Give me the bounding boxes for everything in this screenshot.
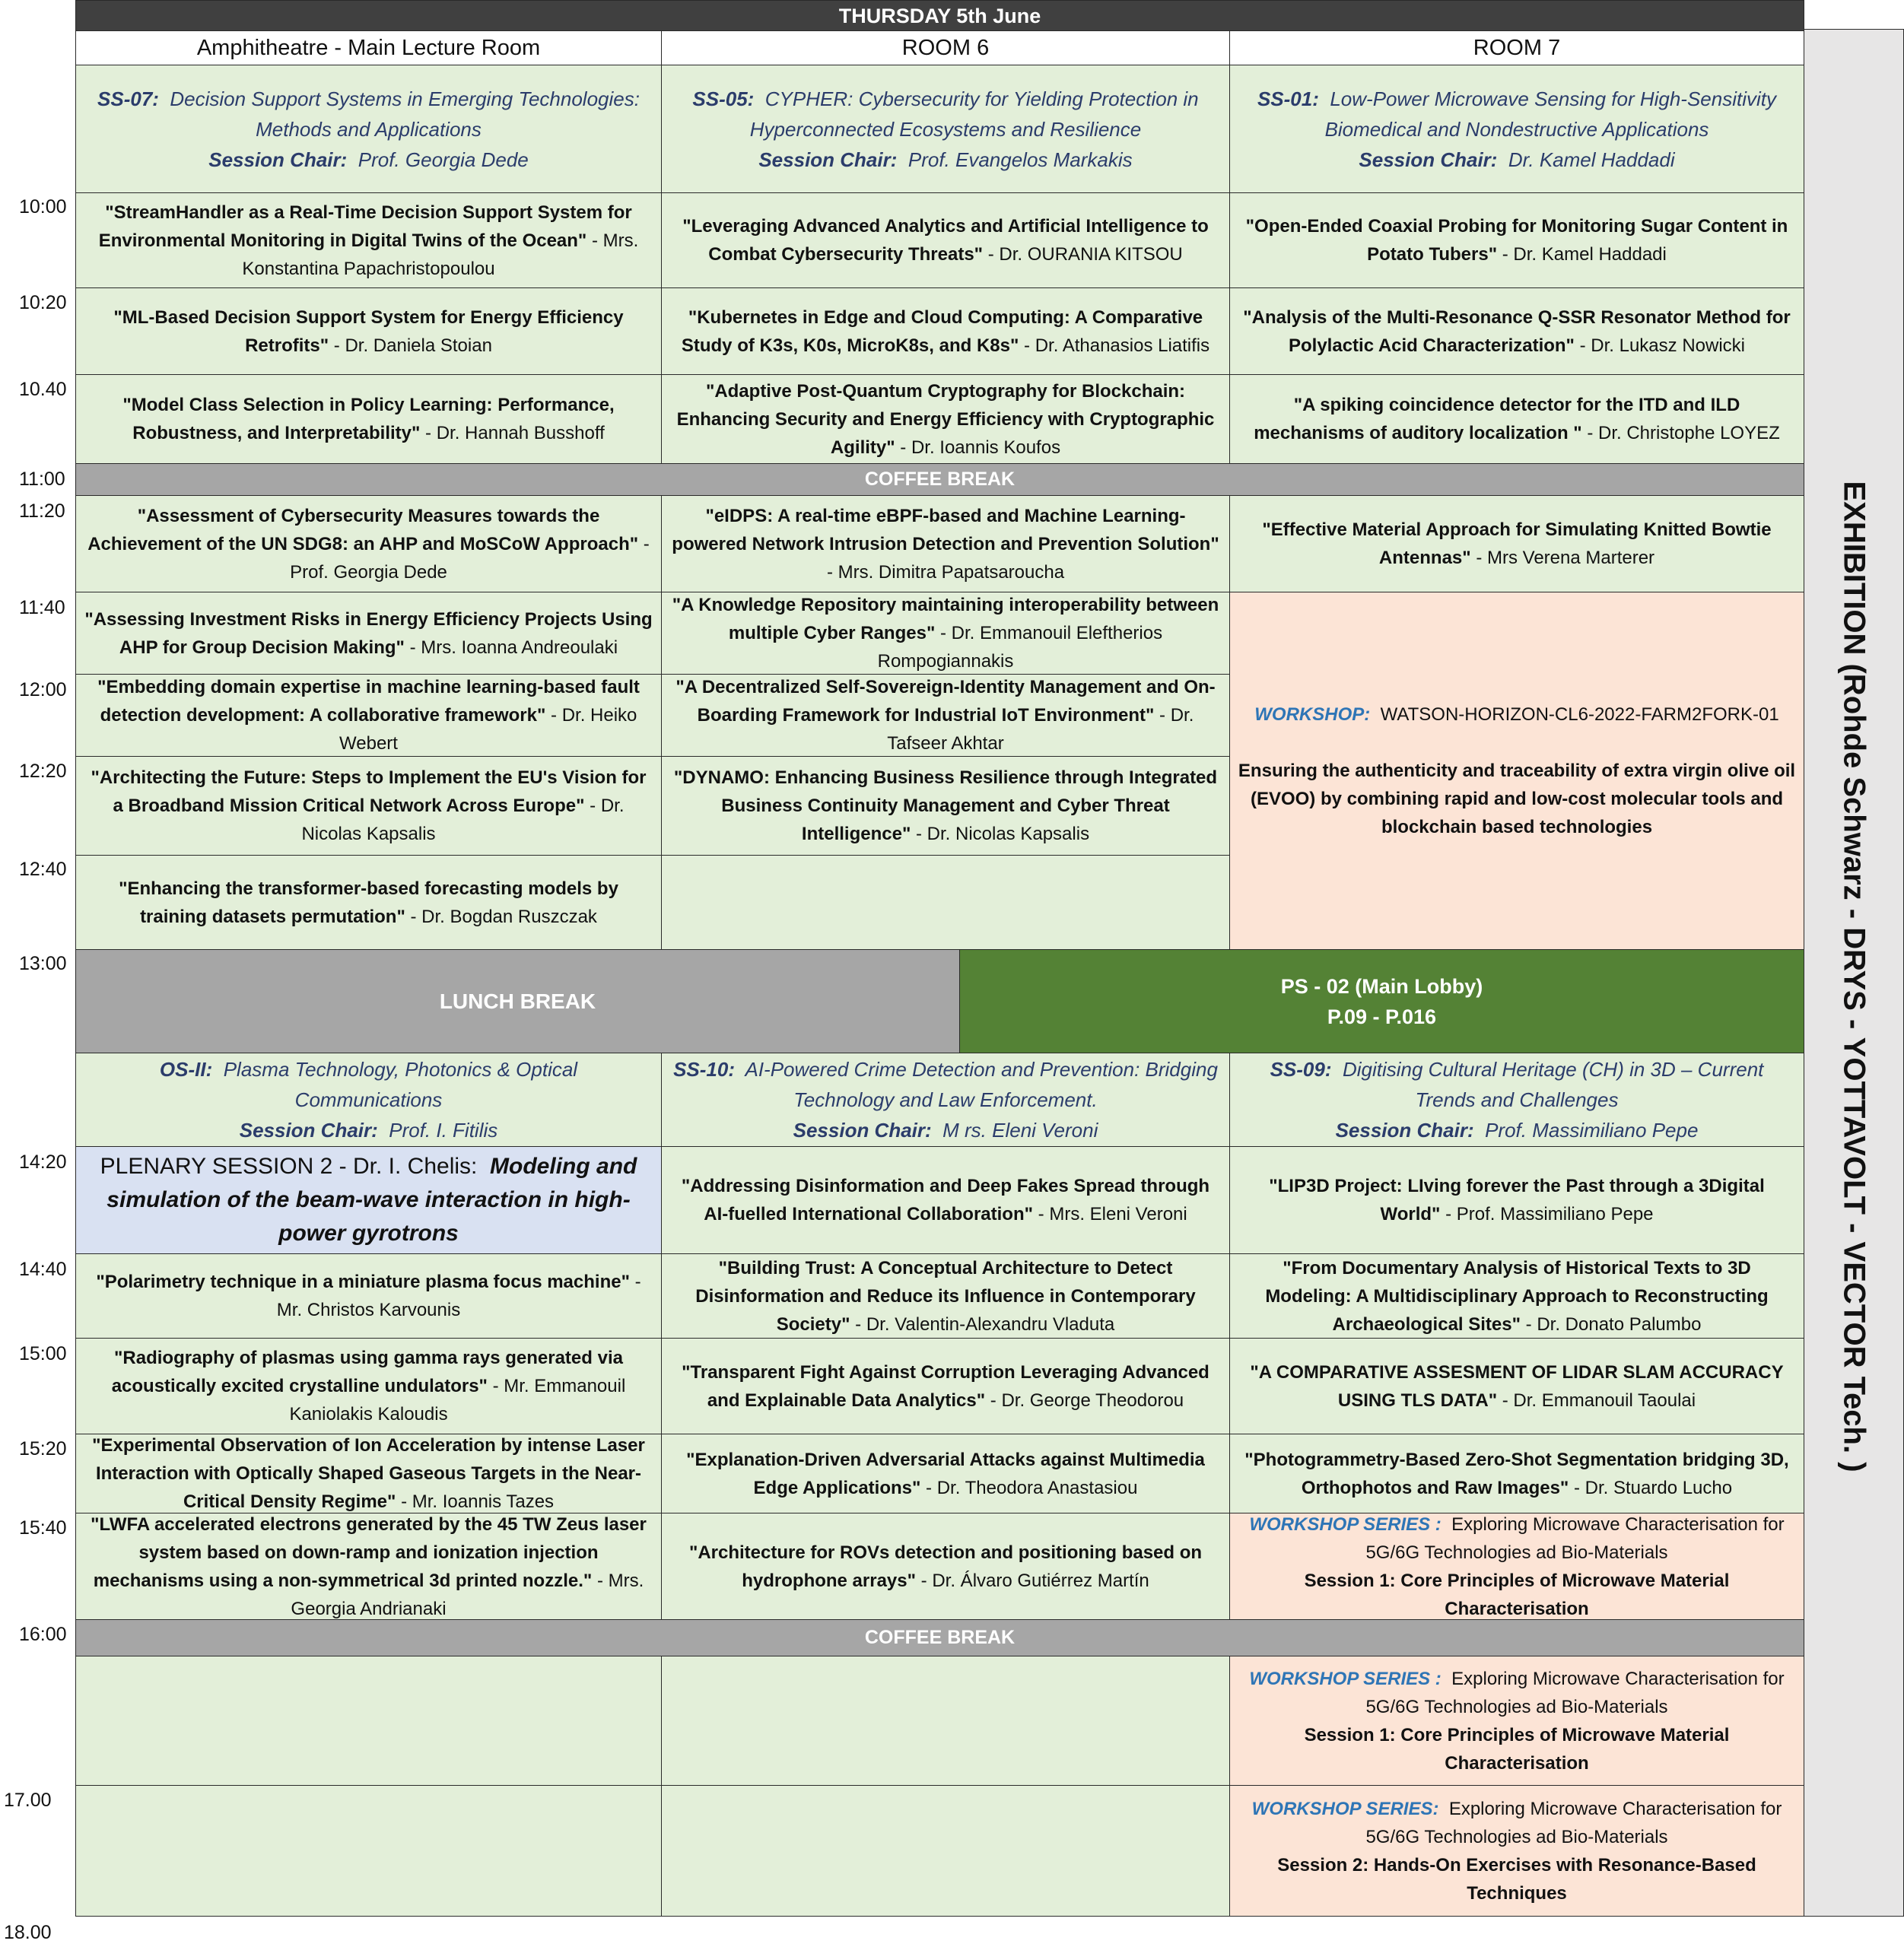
- paper-slot: "Enhancing the transformer-based forecasting models by training datasets permutation" - Dr. Bogdan Ruszczak: [75, 855, 662, 950]
- time-label: 15:20: [19, 1438, 67, 1459]
- plenary-session: PLENARY SESSION 2 - Dr. I. Chelis: Modeling and simulation of the beam-wave interaction in high-power gyrotrons: [75, 1146, 662, 1254]
- paper-slot: "Experimental Observation of Ion Acceleration by intense Laser Interaction with Optically Shaped Gaseous Targets in the Near-Critical Density Regime" - Mr. Ioannis Tazes: [75, 1434, 662, 1513]
- time-label: 14:40: [19, 1259, 67, 1280]
- paper-slot: "eIDPS: A real-time eBPF-based and Machine Learning-powered Network Intrusion Detection and Prevention Solution" - Mrs. Dimitra Papatsaroucha: [661, 495, 1230, 592]
- session-header: SS-10: AI-Powered Crime Detection and Prevention: Bridging Technology and Law Enforcement. Session Chair: M rs. Eleni Veroni: [661, 1053, 1230, 1147]
- empty-slot: [661, 855, 1230, 950]
- time-label: 14:20: [19, 1151, 67, 1173]
- time-label: 12:20: [19, 761, 67, 782]
- paper-slot: "ML-Based Decision Support System for Energy Efficiency Retrofits" - Dr. Daniela Stoian: [75, 287, 662, 375]
- paper-slot: "A spiking coincidence detector for the ITD and ILD mechanisms of auditory localization " - Dr. Christophe LOYEZ: [1229, 374, 1804, 464]
- paper-slot: "Addressing Disinformation and Deep Fakes Spread through AI-fuelled International Collaboration" - Mrs. Eleni Veroni: [661, 1146, 1230, 1254]
- room-header-amphitheatre: Amphitheatre - Main Lecture Room: [75, 30, 662, 65]
- paper-slot: "Open-Ended Coaxial Probing for Monitoring Sugar Content in Potato Tubers" - Dr. Kamel Haddadi: [1229, 192, 1804, 288]
- paper-slot: "A Decentralized Self-Sovereign-Identity Management and On-Boarding Framework for Industrial IoT Environment" - Dr. Tafseer Akhtar: [661, 674, 1230, 757]
- time-label: 17.00: [4, 1790, 52, 1811]
- paper-slot: "StreamHandler as a Real-Time Decision Support System for Environmental Monitoring in Digital Twins of the Ocean" - Mrs. Konstantina Papachristopoulou: [75, 192, 662, 288]
- room-header-room6: ROOM 6: [661, 30, 1230, 65]
- paper-slot: "From Documentary Analysis of Historical Texts to 3D Modeling: A Multidisciplinary Approach to Reconstructing Archaeological Sites" - Dr. Donato Palumbo: [1229, 1253, 1804, 1339]
- empty-slot: [661, 1656, 1230, 1786]
- time-label: 16:00: [19, 1624, 67, 1645]
- room-header-room7: ROOM 7: [1229, 30, 1804, 65]
- paper-slot: "Embedding domain expertise in machine learning-based fault detection development: A collaborative framework" - Dr. Heiko Webert: [75, 674, 662, 757]
- paper-slot: "Radiography of plasmas using gamma rays generated via acoustically excited crystalline undulators" - Mr. Emmanouil Kaniolakis Kaloudis: [75, 1338, 662, 1434]
- time-label: 12:00: [19, 679, 67, 700]
- workshop-series-slot: WORKSHOP SERIES : Exploring Microwave Characterisation for 5G/6G Technologies ad Bio-Materials Session 1: Core Principles of Microwave Material Characterisation: [1229, 1656, 1804, 1786]
- session-header: OS-II: Plasma Technology, Photonics & Optical Communications Session Chair: Prof. I. Fitilis: [75, 1053, 662, 1147]
- exhibition-label: EXHIBITION (Rohde Schwarz - DRYS - YOTTAVOLT - VECTOR Tech. ): [1837, 481, 1871, 1472]
- time-label: 10:20: [19, 292, 67, 313]
- paper-slot: "Assessing Investment Risks in Energy Efficiency Projects Using AHP for Group Decision Making" - Mrs. Ioanna Andreoulaki: [75, 592, 662, 675]
- time-label: 12:40: [19, 859, 67, 880]
- workshop-series-slot: WORKSHOP SERIES : Exploring Microwave Characterisation for 5G/6G Technologies ad Bio-Materials Session 1: Core Principles of Microwave Material Characterisation: [1229, 1513, 1804, 1620]
- time-label: 18.00: [4, 1922, 52, 1943]
- empty-slot: [75, 1785, 662, 1917]
- empty-slot: [661, 1785, 1230, 1917]
- poster-session: PS - 02 (Main Lobby) P.09 - P.016: [959, 949, 1804, 1053]
- session-header: SS-07: Decision Support Systems in Emerging Technologies: Methods and Applications Session Chair: Prof. Georgia Dede: [75, 65, 662, 193]
- coffee-break: COFFEE BREAK: [75, 1619, 1804, 1656]
- coffee-break: COFFEE BREAK: [75, 463, 1804, 496]
- day-title: THURSDAY 5th June: [75, 0, 1804, 32]
- paper-slot: "Polarimetry technique in a miniature plasma focus machine" - Mr. Christos Karvounis: [75, 1253, 662, 1339]
- paper-slot: "Explanation-Driven Adversarial Attacks against Multimedia Edge Applications" - Dr. Theodora Anastasiou: [661, 1434, 1230, 1513]
- paper-slot: "Kubernetes in Edge and Cloud Computing: A Comparative Study of K3s, K0s, MicroK8s, and K8s" - Dr. Athanasios Liatifis: [661, 287, 1230, 375]
- time-label: 11:20: [19, 500, 65, 522]
- paper-slot: "Transparent Fight Against Corruption Leveraging Advanced and Explainable Data Analytics" - Dr. George Theodorou: [661, 1338, 1230, 1434]
- lunch-break: LUNCH BREAK: [75, 949, 960, 1053]
- empty-slot: [75, 1656, 662, 1786]
- time-label: 13:00: [19, 953, 67, 974]
- paper-slot: "DYNAMO: Enhancing Business Resilience through Integrated Business Continuity Management and Cyber Threat Intelligence" - Dr. Nicolas Kapsalis: [661, 756, 1230, 856]
- paper-slot: "Architecting the Future: Steps to Implement the EU's Vision for a Broadband Mission Critical Network Across Europe" - Dr. Nicolas Kapsalis: [75, 756, 662, 856]
- time-label: 11:00: [19, 468, 65, 490]
- time-label: 10.40: [19, 379, 67, 400]
- paper-slot: "A COMPARATIVE ASSESMENT OF LIDAR SLAM ACCURACY USING TLS DATA" - Dr. Emmanouil Taoulai: [1229, 1338, 1804, 1434]
- paper-slot: "Assessment of Cybersecurity Measures towards the Achievement of the UN SDG8: an AHP and MoSCoW Approach" - Prof. Georgia Dede: [75, 495, 662, 592]
- paper-slot: "Architecture for ROVs detection and positioning based on hydrophone arrays" - Dr. Álvaro Gutiérrez Martín: [661, 1513, 1230, 1620]
- session-header: SS-09: Digitising Cultural Heritage (CH) in 3D – Current Trends and Challenges Session Chair: Prof. Massimiliano Pepe: [1229, 1053, 1804, 1147]
- time-label: 15:00: [19, 1343, 67, 1364]
- paper-slot: "Analysis of the Multi-Resonance Q-SSR Resonator Method for Polylactic Acid Characterization" - Dr. Lukasz Nowicki: [1229, 287, 1804, 375]
- paper-slot: "LIP3D Project: LIving forever the Past through a 3Digital World" - Prof. Massimiliano Pepe: [1229, 1146, 1804, 1254]
- session-header: SS-05: CYPHER: Cybersecurity for Yielding Protection in Hyperconnected Ecosystems and Resilience Session Chair: Prof. Evangelos Markakis: [661, 65, 1230, 193]
- workshop-series-slot: WORKSHOP SERIES: Exploring Microwave Characterisation for 5G/6G Technologies ad Bio-Materials Session 2: Hands-On Exercises with Resonance-Based Techniques: [1229, 1785, 1804, 1917]
- paper-slot: "Building Trust: A Conceptual Architecture to Detect Disinformation and Reduce its Influence in Contemporary Society" - Dr. Valentin-Alexandru Vladuta: [661, 1253, 1230, 1339]
- session-header: SS-01: Low-Power Microwave Sensing for High-Sensitivity Biomedical and Nondestructive Applications Session Chair: Dr. Kamel Haddadi: [1229, 65, 1804, 193]
- paper-slot: "Adaptive Post-Quantum Cryptography for Blockchain: Enhancing Security and Energy Efficiency with Cryptographic Agility" - Dr. Ioannis Koufos: [661, 374, 1230, 464]
- time-label: 15:40: [19, 1517, 67, 1539]
- paper-slot: "Photogrammetry-Based Zero-Shot Segmentation bridging 3D, Orthophotos and Raw Images" - Dr. Stuardo Lucho: [1229, 1434, 1804, 1513]
- paper-slot: "Model Class Selection in Policy Learning: Performance, Robustness, and Interpretability" - Dr. Hannah Busshoff: [75, 374, 662, 464]
- paper-slot: "Effective Material Approach for Simulating Knitted Bowtie Antennas" - Mrs Verena Marterer: [1229, 495, 1804, 592]
- workshop-slot: WORKSHOP: WATSON-HORIZON-CL6-2022-FARM2FORK-01 Ensuring the authenticity and traceability of extra virgin olive oil (EVOO) by combining rapid and low-cost molecular tools and blockchain based technologies: [1229, 592, 1804, 950]
- time-label: 11:40: [19, 597, 65, 618]
- paper-slot: "LWFA accelerated electrons generated by the 45 TW Zeus laser system based on down-ramp and ionization injection mechanisms using a non-symmetrical 3d printed nozzle." - Mrs. Georgia Andrianaki: [75, 1513, 662, 1620]
- paper-slot: "A Knowledge Repository maintaining interoperability between multiple Cyber Ranges" - Dr. Emmanouil Eleftherios Rompogiannakis: [661, 592, 1230, 675]
- time-label: 10:00: [19, 196, 67, 218]
- paper-slot: "Leveraging Advanced Analytics and Artificial Intelligence to Combat Cybersecurity Threats" - Dr. OURANIA KITSOU: [661, 192, 1230, 288]
